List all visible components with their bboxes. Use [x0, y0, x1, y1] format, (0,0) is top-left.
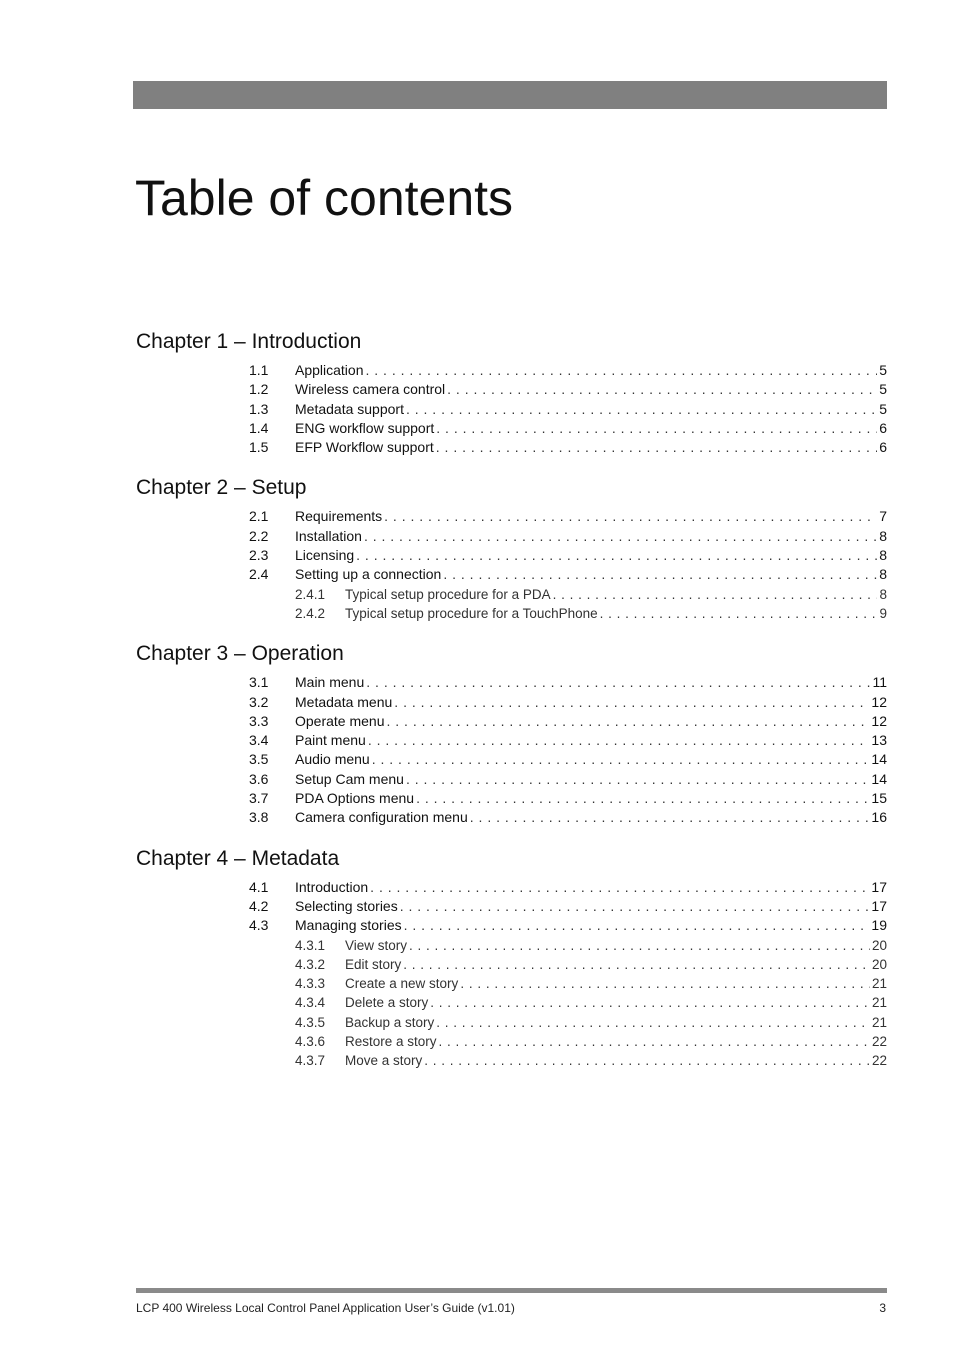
- dot-leader: [368, 731, 870, 750]
- toc-entry-label: Typical setup procedure for a TouchPhone: [345, 605, 598, 621]
- toc-entry-page: 17: [871, 897, 887, 914]
- toc-entry[interactable]: [136, 527, 887, 546]
- dot-leader: [406, 400, 877, 419]
- toc-entry-page: 21: [871, 976, 887, 992]
- toc-entry-page: 12: [871, 712, 887, 729]
- dot-leader: [372, 750, 870, 769]
- dot-leader: [403, 955, 870, 974]
- table-of-contents: [136, 327, 887, 1087]
- toc-entry-label: ENG workflow support: [295, 419, 435, 436]
- toc-entry-label: Licensing: [295, 547, 355, 564]
- toc-entry-page: 5: [879, 400, 887, 417]
- toc-entry-number: 2.3: [249, 547, 269, 564]
- toc-entry-number: 1.4: [249, 419, 269, 436]
- footer-document-title: LCP 400 Wireless Local Control Panel Application User’s Guide (v1.01): [136, 1301, 515, 1315]
- dot-leader: [394, 693, 869, 712]
- toc-entry-number: 1.2: [249, 381, 269, 398]
- dot-leader: [460, 974, 870, 993]
- toc-entry-number: 3.3: [249, 712, 269, 729]
- toc-entry-number: 1.5: [249, 439, 269, 456]
- toc-entry-number: 4.3.5: [295, 1014, 326, 1030]
- footer-page-number: 3: [879, 1301, 886, 1315]
- toc-entry-number: 3.8: [249, 809, 269, 826]
- toc-entry-label: Metadata menu: [295, 693, 393, 710]
- dot-leader: [436, 438, 877, 457]
- toc-entry-page: 21: [871, 995, 887, 1011]
- toc-chapter: [136, 639, 887, 827]
- toc-entry[interactable]: [136, 507, 887, 526]
- chapter-title[interactable]: Chapter 3 – Operation: [136, 642, 344, 666]
- toc-entry-label: Introduction: [295, 878, 369, 895]
- toc-entry-number: 4.3.3: [295, 976, 326, 992]
- toc-entry-label: Operate menu: [295, 712, 385, 729]
- toc-entry-label: Audio menu: [295, 751, 370, 768]
- toc-entry[interactable]: [136, 419, 887, 438]
- toc-entry[interactable]: [136, 380, 887, 399]
- toc-entry[interactable]: [136, 789, 887, 808]
- chapter-title[interactable]: Chapter 1 – Introduction: [136, 330, 362, 353]
- toc-entry-page: 17: [871, 878, 887, 895]
- toc-entry-page: 8: [879, 547, 887, 564]
- dot-leader: [443, 565, 877, 584]
- toc-entry-page: 5: [879, 362, 887, 378]
- toc-entry-label: Application: [295, 362, 364, 378]
- toc-entry-label: PDA Options menu: [295, 790, 415, 807]
- toc-entry-number: 2.4.2: [295, 605, 326, 621]
- toc-entry-label: Managing stories: [295, 917, 402, 934]
- dot-leader: [436, 1013, 870, 1032]
- toc-entry-page: 9: [879, 605, 887, 621]
- toc-entry[interactable]: [136, 808, 887, 827]
- toc-entry-label: Wireless camera control: [295, 381, 446, 398]
- toc-entry-page: 12: [871, 693, 887, 710]
- toc-chapter: [136, 327, 887, 457]
- toc-entry-label: Edit story: [345, 956, 402, 972]
- dot-leader: [406, 770, 869, 789]
- toc-entry[interactable]: [136, 750, 887, 769]
- toc-chapter: [136, 844, 887, 1071]
- toc-entry-number: 2.1: [249, 508, 269, 525]
- toc-entry-number: 4.3.4: [295, 995, 326, 1011]
- toc-entry[interactable]: [136, 936, 887, 955]
- toc-entry-page: 14: [871, 770, 887, 787]
- toc-entry-number: 2.4.1: [295, 586, 326, 602]
- footer-bar: [136, 1288, 887, 1293]
- toc-entry-page: 6: [879, 439, 887, 456]
- toc-entry-number: 3.5: [249, 751, 269, 768]
- toc-entry[interactable]: [136, 731, 887, 750]
- toc-chapter: [136, 473, 887, 623]
- toc-entry[interactable]: [136, 878, 887, 897]
- toc-entry-page: 8: [879, 566, 887, 583]
- toc-entry[interactable]: [136, 712, 887, 731]
- dot-leader: [409, 936, 870, 955]
- toc-entry[interactable]: [136, 897, 887, 916]
- toc-entry[interactable]: [136, 400, 887, 419]
- toc-entry[interactable]: [136, 604, 887, 623]
- toc-entry-label: Main menu: [295, 674, 365, 691]
- toc-entry[interactable]: [136, 585, 887, 604]
- dot-leader: [366, 361, 878, 380]
- dot-leader: [470, 808, 870, 827]
- toc-entry-page: 14: [871, 751, 887, 768]
- toc-entry-number: 2.4: [249, 566, 269, 583]
- dot-leader: [439, 1032, 870, 1051]
- dot-leader: [364, 527, 877, 546]
- toc-entry-number: 3.6: [249, 770, 269, 787]
- toc-entry-label: EFP Workflow support: [295, 439, 434, 456]
- toc-entry[interactable]: [136, 1051, 887, 1070]
- toc-entry-label: Typical setup procedure for a PDA: [345, 586, 551, 602]
- toc-entry[interactable]: [136, 693, 887, 712]
- toc-entry-number: 3.2: [249, 693, 269, 710]
- toc-entry-page: 8: [879, 527, 887, 544]
- toc-entry[interactable]: [136, 974, 887, 993]
- toc-entry-number: 4.3.1: [295, 937, 326, 953]
- toc-entry-label: Camera configuration menu: [295, 809, 468, 826]
- toc-entry-label: View story: [345, 937, 408, 953]
- dot-leader: [424, 1051, 870, 1070]
- toc-entry-page: 22: [871, 1034, 887, 1050]
- toc-entry-page: 19: [871, 917, 887, 934]
- toc-entry[interactable]: [136, 1032, 887, 1051]
- toc-entry[interactable]: [136, 993, 887, 1012]
- dot-leader: [400, 897, 870, 916]
- toc-entry-page: 20: [871, 956, 887, 972]
- dot-leader: [436, 419, 877, 438]
- toc-entry[interactable]: [136, 565, 887, 584]
- toc-entry-label: Selecting stories: [295, 897, 398, 914]
- toc-entry-number: 2.2: [249, 527, 269, 544]
- toc-entry-number: 3.4: [249, 732, 269, 749]
- toc-entry-page: 16: [871, 809, 887, 826]
- page-title: Table of contents: [135, 170, 514, 226]
- toc-entry-label: Delete a story: [345, 995, 429, 1011]
- toc-entry-number: 4.3.7: [295, 1053, 326, 1069]
- toc-entry-number: 4.3.2: [295, 956, 326, 972]
- toc-entry[interactable]: [136, 546, 887, 565]
- toc-entry-page: 5: [879, 381, 887, 398]
- toc-entry[interactable]: [136, 1013, 887, 1032]
- toc-entry-page: 13: [871, 732, 887, 749]
- chapter-title[interactable]: Chapter 2 – Setup: [136, 476, 307, 500]
- toc-entry-label: Paint menu: [295, 732, 366, 749]
- toc-entry-number: 4.3: [249, 917, 269, 934]
- header-bar: [133, 81, 887, 109]
- toc-entry-page: 15: [871, 790, 887, 807]
- toc-entry-label: Metadata support: [295, 400, 404, 417]
- dot-leader: [404, 916, 870, 935]
- toc-entry-page: 11: [872, 674, 887, 691]
- toc-entry-label: Move a story: [345, 1053, 423, 1069]
- dot-leader: [553, 585, 878, 604]
- dot-leader: [447, 380, 877, 399]
- toc-entry-label: Restore a story: [345, 1034, 437, 1050]
- toc-entry-label: Installation: [295, 527, 362, 544]
- toc-entry[interactable]: [136, 438, 887, 457]
- toc-entry-page: 20: [871, 937, 887, 953]
- toc-entry-number: 4.3.6: [295, 1034, 326, 1050]
- dot-leader: [387, 712, 870, 731]
- dot-leader: [356, 546, 877, 565]
- toc-entry-number: 3.1: [249, 674, 269, 691]
- dot-leader: [370, 878, 869, 897]
- dot-leader: [430, 993, 870, 1012]
- toc-entry-label: Backup a story: [345, 1014, 435, 1030]
- toc-entry-page: 7: [879, 508, 887, 525]
- chapter-title[interactable]: Chapter 4 – Metadata: [136, 846, 340, 870]
- toc-entry-number: 3.7: [249, 790, 269, 807]
- toc-entry-page: 6: [879, 419, 887, 436]
- toc-entry-number: 4.2: [249, 897, 269, 914]
- toc-entry-page: 22: [871, 1053, 887, 1069]
- toc-entry[interactable]: [136, 916, 887, 935]
- toc-entry-page: 8: [879, 586, 887, 602]
- toc-entry-label: Create a new story: [345, 976, 459, 992]
- toc-entry-label: Setup Cam menu: [295, 770, 404, 787]
- dot-leader: [600, 604, 878, 623]
- toc-entry-number: 4.1: [249, 878, 269, 895]
- toc-entry[interactable]: [136, 361, 887, 380]
- toc-entry[interactable]: [136, 770, 887, 789]
- toc-entry[interactable]: [136, 673, 887, 692]
- toc-entry-number: 1.1: [249, 362, 269, 378]
- toc-entry-label: Setting up a connection: [295, 566, 442, 583]
- toc-entry-number: 1.3: [249, 400, 269, 417]
- dot-leader: [384, 507, 877, 526]
- toc-entry[interactable]: [136, 955, 887, 974]
- toc-entry-page: 21: [871, 1014, 887, 1030]
- dot-leader: [366, 673, 870, 692]
- dot-leader: [416, 789, 869, 808]
- toc-entry-label: Requirements: [295, 508, 383, 525]
